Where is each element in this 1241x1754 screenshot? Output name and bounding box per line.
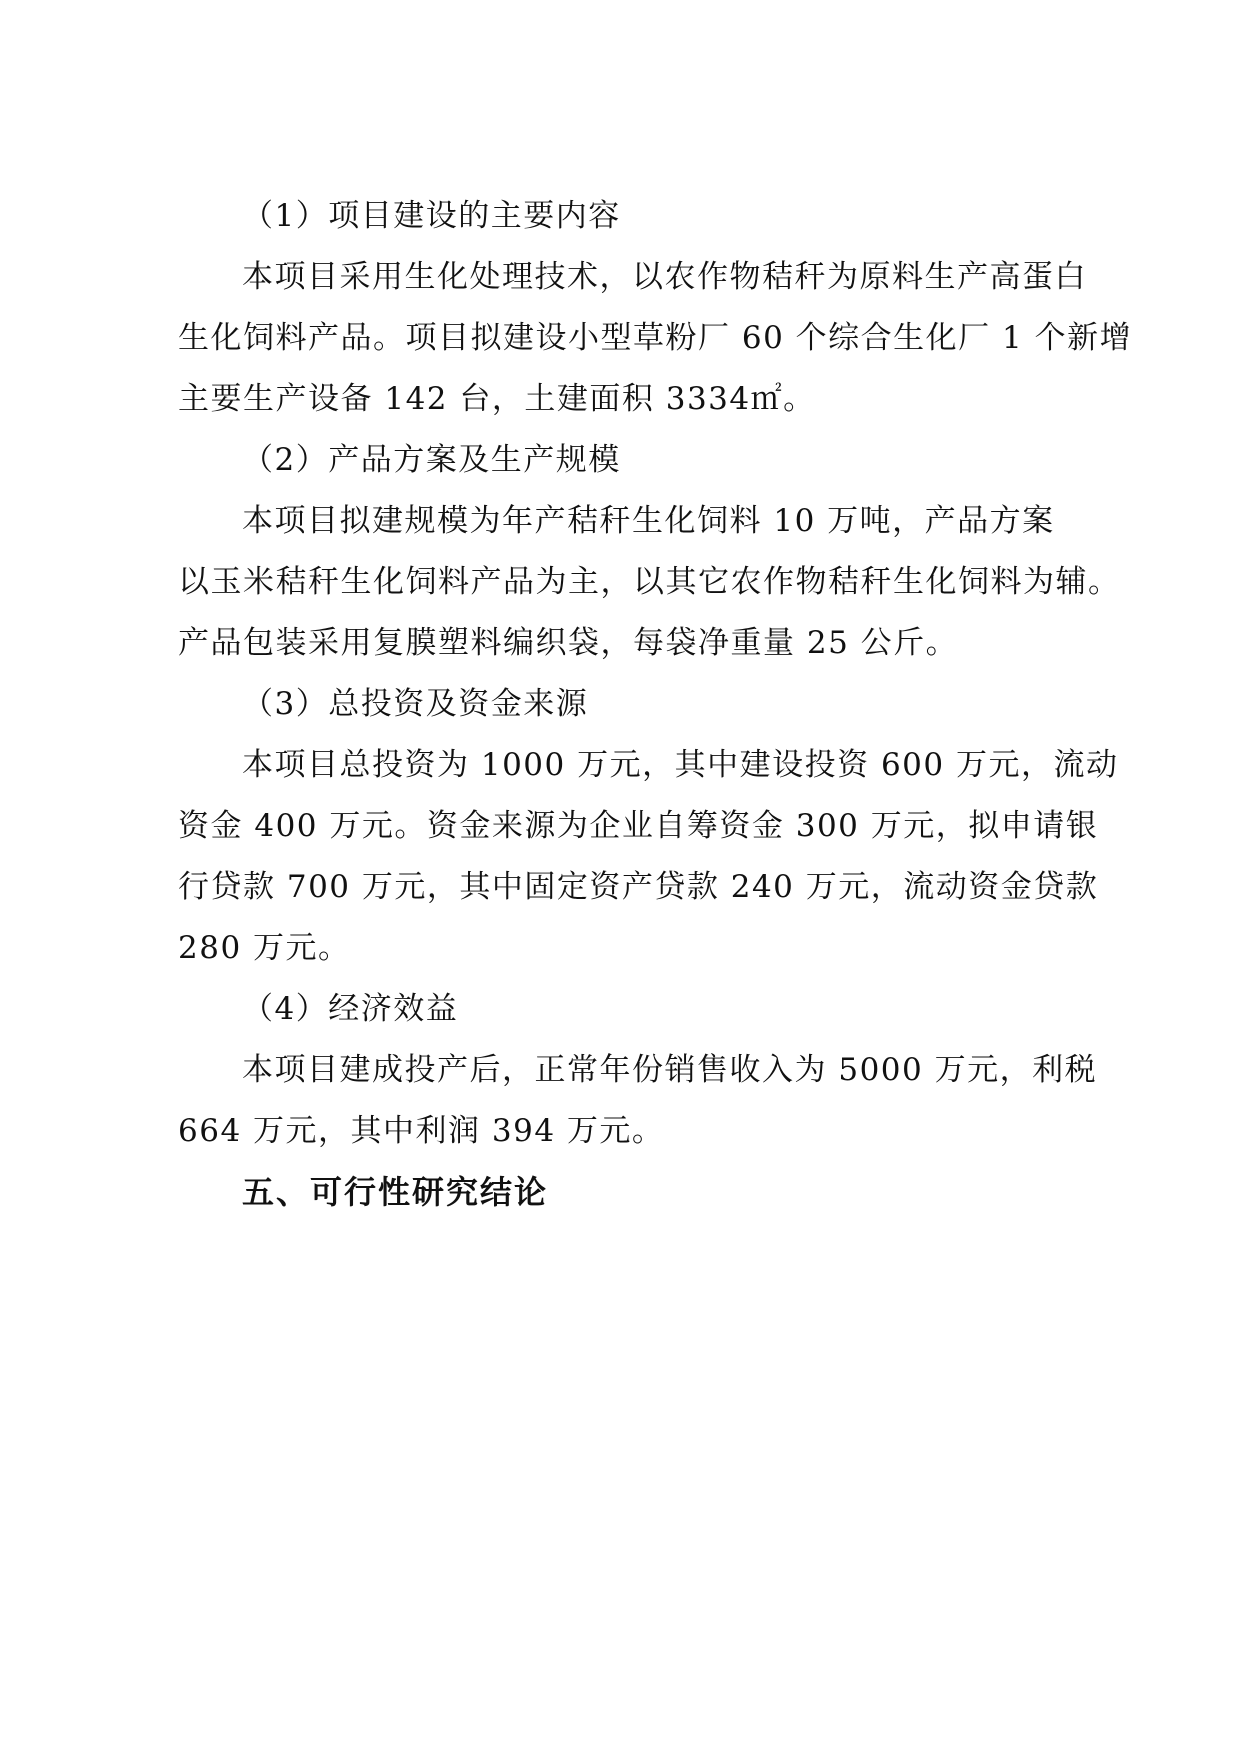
section-2-heading: （2）产品方案及生产规模 <box>242 442 621 478</box>
section-3-line-2: 资金 400 万元。资金来源为企业自筹资金 300 万元，拟申请银 <box>178 808 1099 844</box>
chapter-heading: 五、可行性研究结论 <box>242 1173 549 1211</box>
section-3-line-3: 行贷款 700 万元，其中固定资产贷款 240 万元，流动资金贷款 <box>178 869 1099 905</box>
section-1-heading: （1）项目建设的主要内容 <box>242 198 621 234</box>
section-4-line-1: 本项目建成投产后，正常年份销售收入为 5000 万元，利税 <box>242 1052 1098 1088</box>
section-3-heading: （3）总投资及资金来源 <box>242 686 589 722</box>
section-1-line-2: 生化饲料产品。项目拟建设小型草粉厂 60 个综合生化厂 1 个新增 <box>178 320 1133 356</box>
section-3-line-1: 本项目总投资为 1000 万元，其中建设投资 600 万元，流动 <box>242 747 1119 783</box>
section-2-line-2: 以玉米秸秆生化饲料产品为主，以其它农作物秸秆生化饲料为辅。 <box>178 564 1121 600</box>
section-4-line-2: 664 万元，其中利润 394 万元。 <box>178 1113 665 1149</box>
section-3-line-4: 280 万元。 <box>178 930 351 966</box>
section-2-line-1: 本项目拟建规模为年产秸秆生化饲料 10 万吨，产品方案 <box>242 503 1055 539</box>
section-2-line-3: 产品包装采用复膜塑料编织袋，每袋净重量 25 公斤。 <box>178 625 959 661</box>
section-1-line-3: 主要生产设备 142 台，土建面积 3334㎡。 <box>178 381 816 417</box>
section-4-heading: （4）经济效益 <box>242 991 459 1027</box>
section-1-line-1: 本项目采用生化处理技术，以农作物秸秆为原料生产高蛋白 <box>242 259 1087 295</box>
